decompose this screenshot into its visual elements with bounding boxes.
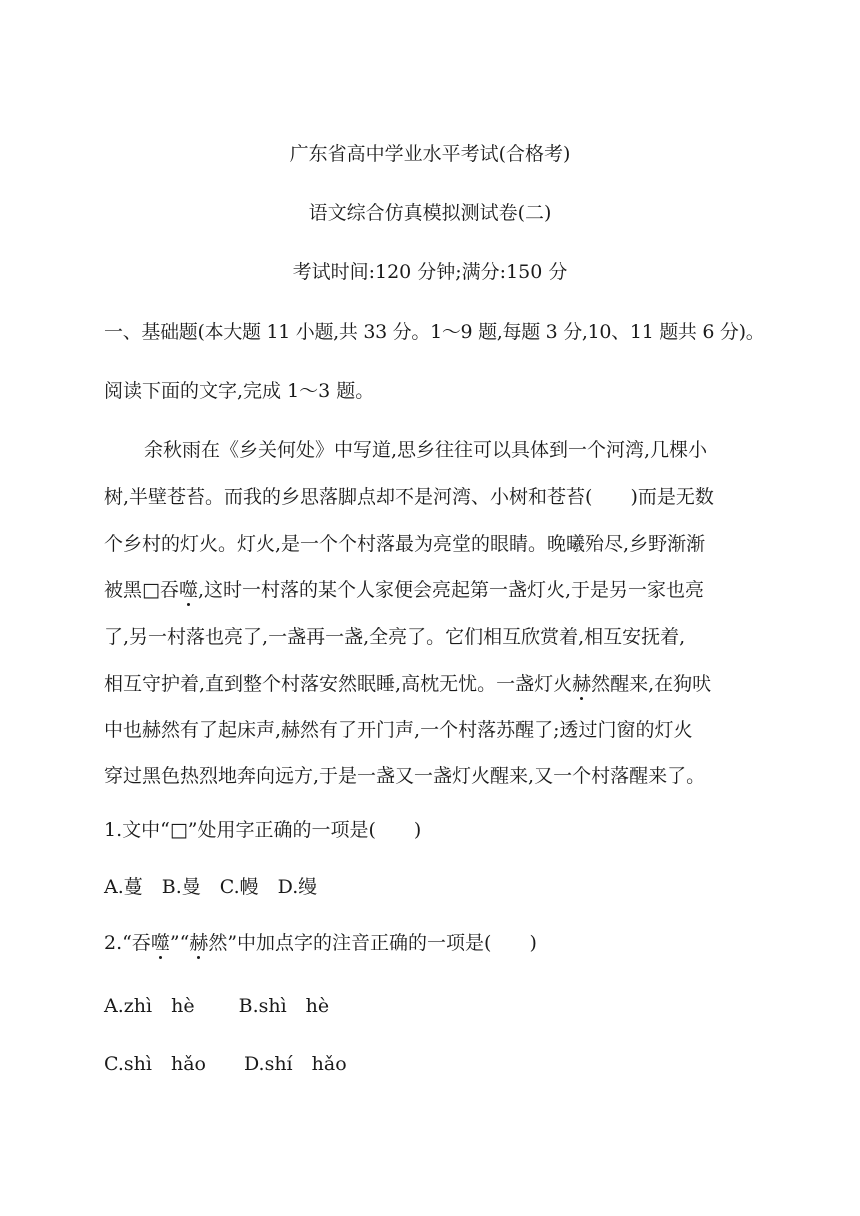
exam-time-info: 考试时间:120 分钟;满分:150 分 <box>292 261 568 283</box>
passage-line: 余秋雨在《乡关何处》中写道,思乡往往可以具体到一个河湾,几棵小 <box>144 439 708 461</box>
question-2-options-row-2: C.shì hǎo D.shí hǎo <box>104 1053 347 1075</box>
exam-subtitle: 语文综合仿真模拟测试卷(二) <box>308 202 552 224</box>
passage-line: 穿过黑色热烈地奔向远方,于是一盏又一盏灯火醒来,又一个村落醒来了。 <box>104 765 706 787</box>
passage-line: 了,另一村落也亮了,一盏再一盏,全亮了。它们相互欣赏着,相互安抚着, <box>104 626 686 648</box>
section-heading: 一、基础题(本大题 11 小题,共 33 分。1～9 题,每题 3 分,10、11 题共 6 分)。 <box>104 321 765 343</box>
question-2-stem <box>104 931 537 955</box>
dotted-char: 赫 <box>572 673 592 695</box>
dotted-char: 噬 <box>178 579 198 601</box>
passage-text: 相互守护着,直到整个村落安然眠睡,高枕无忧。一盏灯火 <box>104 673 573 695</box>
exam-title: 广东省高中学业水平考试(合格考) <box>289 143 571 165</box>
reading-instruction: 阅读下面的文字,完成 1～3 题。 <box>104 380 375 402</box>
dotted-char: 噬 <box>150 932 170 954</box>
passage-line: 树,半壁苍苔。而我的乡思落脚点却不是河湾、小树和苍苔( )而是无数 <box>104 486 714 508</box>
passage-line: 中也赫然有了起床声,赫然有了开门声,一个村落苏醒了;透过门窗的灯火 <box>104 719 693 741</box>
question-1-options: A.蔓 B.曼 C.幔 D.缦 <box>104 876 318 898</box>
question-1-stem: 1.文中“□”处用字正确的一项是( ) <box>104 819 422 841</box>
question-2-options-row-1: A.zhì hè B.shì hè <box>104 995 330 1017</box>
question-text: ”“ <box>169 932 190 954</box>
question-text: 然”中加点字的注音正确的一项是( ) <box>208 932 537 954</box>
dotted-char: 赫 <box>189 932 209 954</box>
passage-line: 个乡村的灯火。灯火,是一个个村落最为亮堂的眼睛。晚曦殆尽,乡野渐渐 <box>104 533 706 555</box>
passage-text: 然醒来,在狗吠 <box>591 673 712 695</box>
passage-text: 被黑□吞 <box>104 579 179 601</box>
passage-line <box>104 672 711 696</box>
passage-line <box>104 578 704 602</box>
question-text: 2.“吞 <box>104 932 151 954</box>
passage-text: ,这时一村落的某个人家便会亮起第一盏灯火,于是另一家也亮 <box>197 579 705 601</box>
